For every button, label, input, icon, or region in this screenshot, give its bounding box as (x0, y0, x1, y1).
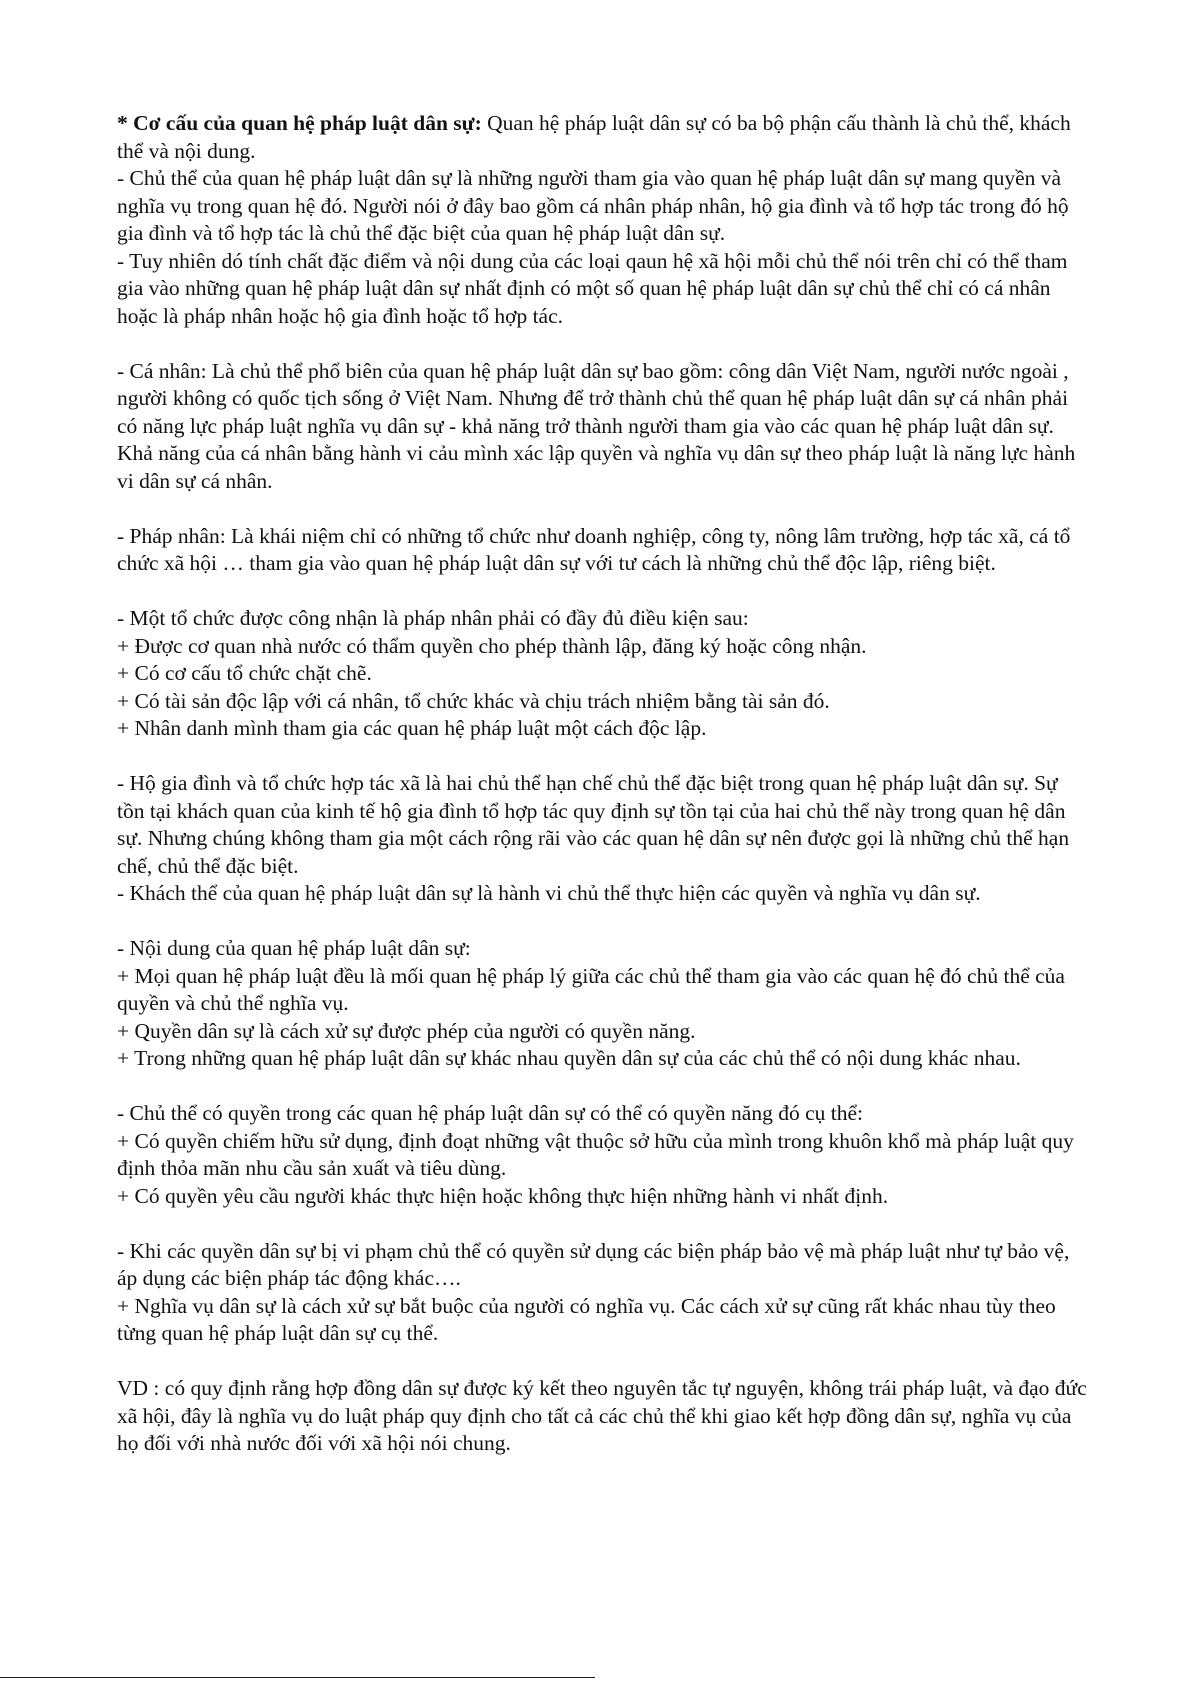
conditions-block (117, 605, 1087, 743)
paragraph-line: - Khách thể của quan hệ pháp luật dân sự là hành vi chủ thể thực hiện các quyền và nghĩa vụ dân sự. (117, 881, 981, 905)
paragraph-line: - Chủ thể của quan hệ pháp luật dân sự là những người tham gia vào quan hệ pháp luật dân sự mang quyền và nghĩa vụ trong quan hệ đó. Người nói ở đây bao gồm cá nhân pháp nhân, hộ gia đình và tổ hợp tác trong đó hộ gia đình và tổ hợp tác là chủ thể đặc biệt của quan hệ pháp luật dân sự. (117, 166, 1069, 245)
list-item: + Mọi quan hệ pháp luật đều là mối quan hệ pháp lý giữa các chủ thể tham gia vào các quan hệ đó chủ thể của quyền và chủ thể nghĩa vụ. (117, 963, 1065, 1015)
paragraph-line: - Nội dung của quan hệ pháp luật dân sự: (117, 936, 471, 960)
section-heading-text: Quan hệ pháp luật dân sự có ba bộ phận cấu thành là chủ thể, khách thể và nội dung. (117, 111, 1071, 163)
list-item: + Nhân danh mình tham gia các quan hệ pháp luật một cách độc lập. (117, 716, 707, 740)
intro-paragraph (117, 110, 1087, 165)
list-item: + Nghĩa vụ dân sự là cách xử sự bắt buộc của người có nghĩa vụ. Các cách xử sự cũng rất khác nhau tùy theo từng quan hệ pháp luật dân sự cụ thể. (117, 1293, 1056, 1345)
list-item: + Quyền dân sự là cách xử sự được phép của người có quyền năng. (117, 1018, 696, 1043)
document-page (117, 110, 1087, 1485)
paragraph-line: - Hộ gia đình và tổ chức hợp tác xã là hai chủ thể hạn chế chủ thể đặc biệt trong quan hệ pháp luật dân sự. Sự tồn tại khách quan của kinh tế hộ gia đình tổ hợp tác quy định sự tồn tại của hai chủ thể này trong quan hệ dân sự. Nhưng chúng không tham gia một cách rộng rãi vào các quan hệ dân sự nên được gọi là những chủ thể hạn chế, chủ thể đặc biệt. (117, 771, 1070, 878)
list-item: + Có cơ cấu tổ chức chặt chẽ. (117, 661, 372, 685)
list-item: + Có tài sản độc lập với cá nhân, tổ chức khác và chịu trách nhiệm bằng tài sản đó. (117, 688, 830, 713)
paragraph-line: VD : có quy định rằng hợp đồng dân sự được ký kết theo nguyên tắc tự nguyện, không trái pháp luật, và đạo đức xã hội, đây là nghĩa vụ do luật pháp quy định cho tất cả các chủ thể khi giao kết hợp đồng dân sự, nghĩa vụ của họ đối với nhà nước đối với xã hội nói chung. (117, 1376, 1087, 1455)
paragraph-line: - Chủ thể có quyền trong các quan hệ pháp luật dân sự có thể có quyền năng đó cụ thể: (117, 1101, 864, 1125)
paragraph-line: - Tuy nhiên dó tính chất đặc điểm và nội dung của các loại qaun hệ xã hội mỗi chủ thể nói trên chỉ có thể tham gia vào những quan hệ pháp luật dân sự nhất định có một số quan hệ pháp luật dân sự chủ thể chỉ có cá nhân hoặc là pháp nhân hoặc hộ gia đình hoặc tổ hợp tác. (117, 248, 1068, 328)
violation-block (117, 1238, 1087, 1348)
paragraph-line: - Pháp nhân: Là khái niệm chỉ có những tổ chức như doanh nghiệp, công ty, nông lâm trường, hợp tác xã, cá tổ chức xã hội … tham gia vào quan hệ pháp luật dân sự với tư cách là những chủ thể độc lập, riêng biệt. (117, 523, 1071, 575)
rights-block (117, 1100, 1087, 1210)
section-heading: * Cơ cấu của quan hệ pháp luật dân sự: (117, 111, 482, 135)
list-item: + Trong những quan hệ pháp luật dân sự khác nhau quyền dân sự của các chủ thể có nội dung khác nhau. (117, 1046, 1021, 1070)
example-block (117, 1375, 1087, 1458)
list-item: + Có quyền chiếm hữu sử dụng, định đoạt những vật thuộc sở hữu của mình trong khuôn khổ mà pháp luật quy định thỏa mãn nhu cầu sản xuất và tiêu dùng. (117, 1128, 1074, 1180)
footer-divider (0, 1677, 595, 1678)
paragraph-line: - Cá nhân: Là chủ thể phổ biên của quan hệ pháp luật dân sự bao gồm: công dân Việt Nam, người nước ngoài , người không có quốc tịch sống ở Việt Nam. Nhưng để trở thành chủ thể quan hệ pháp luật dân sự cá nhân phải có năng lực pháp luật nghĩa vụ dân sự - khả năng trở thành người tham gia vào các quan hệ pháp luật dân sự. Khả năng của cá nhân bằng hành vi cảu mình xác lập quyền và nghĩa vụ dân sự theo pháp luật là năng lực hành vi dân sự cá nhân. (117, 358, 1076, 493)
paragraph-line: - Khi các quyền dân sự bị vi phạm chủ thể có quyền sử dụng các biện pháp bảo vệ mà pháp luật như tự bảo vệ, áp dụng các biện pháp tác động khác…. (117, 1238, 1070, 1290)
intro-block (117, 110, 1087, 330)
household-block (117, 770, 1087, 908)
legal-entity-block (117, 523, 1087, 578)
list-item: + Được cơ quan nhà nước có thẩm quyền cho phép thành lập, đăng ký hoặc công nhận. (117, 633, 867, 658)
list-item: + Có quyền yêu cầu người khác thực hiện hoặc không thực hiện những hành vi nhất định. (117, 1183, 889, 1208)
paragraph-line: - Một tổ chức được công nhận là pháp nhân phải có đầy đủ điều kiện sau: (117, 606, 749, 630)
individual-block (117, 358, 1087, 496)
content-block (117, 935, 1087, 1073)
